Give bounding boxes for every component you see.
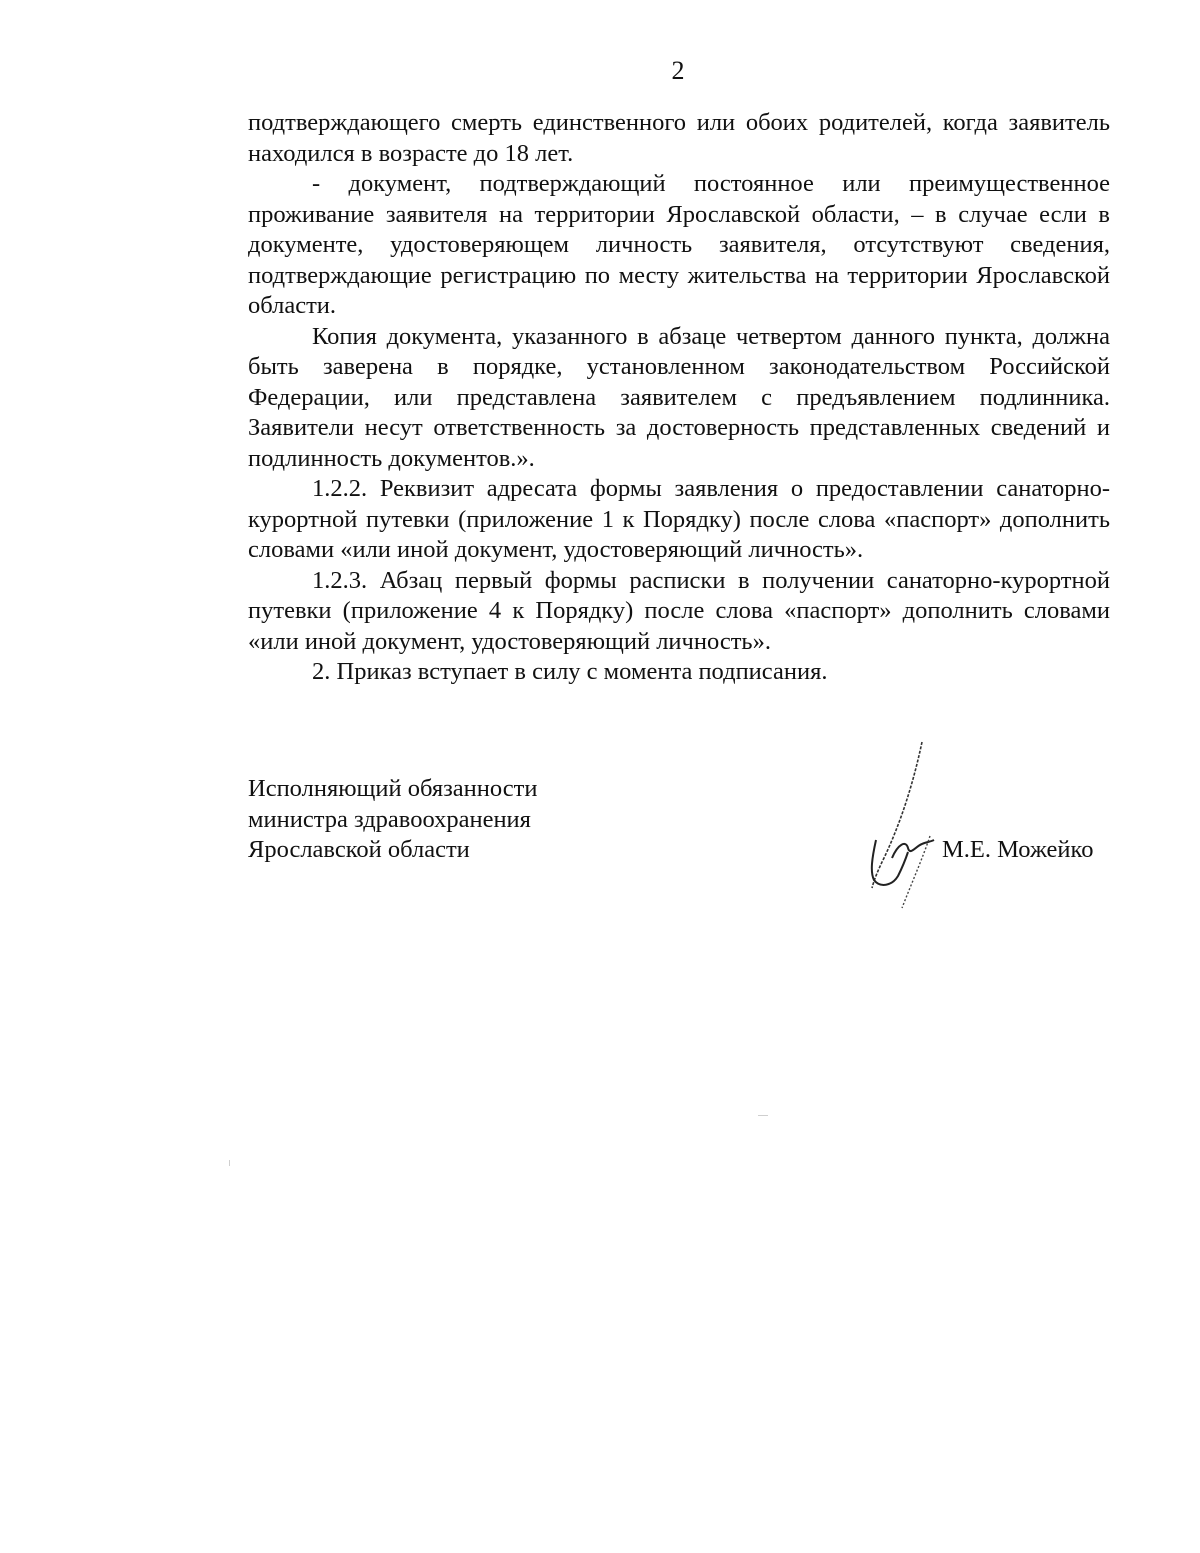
signatory-title-line: Исполняющий обязанности — [248, 775, 538, 802]
paragraph: - документ, подтверждающий постоянное или преимущественное проживание заявителя на территории Ярославской области, – в случае если в документе, удостоверяющем личность заявителя, отсутствуют сведения, подтверждающие регистрацию по месту жительства на территории Ярославской области. — [248, 170, 1110, 319]
paragraph: 2. Приказ вступает в силу с момента подписания. — [312, 658, 828, 685]
handwritten-signature — [862, 740, 942, 910]
scan-artifact — [758, 1115, 768, 1116]
page-number: 2 — [671, 56, 685, 85]
paragraph: подтверждающего смерть единственного или обоих родителей, когда заявитель находился в возрасте до 18 лет. — [248, 109, 1110, 167]
paragraph: 1.2.2. Реквизит адресата формы заявления о предоставлении санаторно-курортной путевки (приложение 1 к Порядку) после слова «паспорт» дополнить словами «или иной документ, удостоверяющий личность». — [248, 475, 1110, 563]
signatory-title — [248, 774, 537, 866]
signatory-name: М.Е. Можейко — [942, 836, 1094, 863]
scan-artifact — [229, 1160, 230, 1166]
paragraph: 1.2.3. Абзац первый формы расписки в получении санаторно-курортной путевки (приложение 4 к Порядку) после слова «паспорт» дополнить словами «или иной документ, удостоверяющий личность». — [248, 566, 1110, 655]
paragraph: Копия документа, указанного в абзаце четвертом данного пункта, должна быть заверена в порядке, установленном законодательством Российской Федерации, или представлена заявителем с предъявлением подлинника. Заявители несут ответственность за достоверность представленных сведений и подлинность документов.». — [248, 322, 1110, 472]
signatory-title-line: министра здравоохранения — [248, 805, 531, 833]
document-body — [248, 108, 1110, 688]
signatory-title-line: Ярославской области — [248, 836, 470, 863]
